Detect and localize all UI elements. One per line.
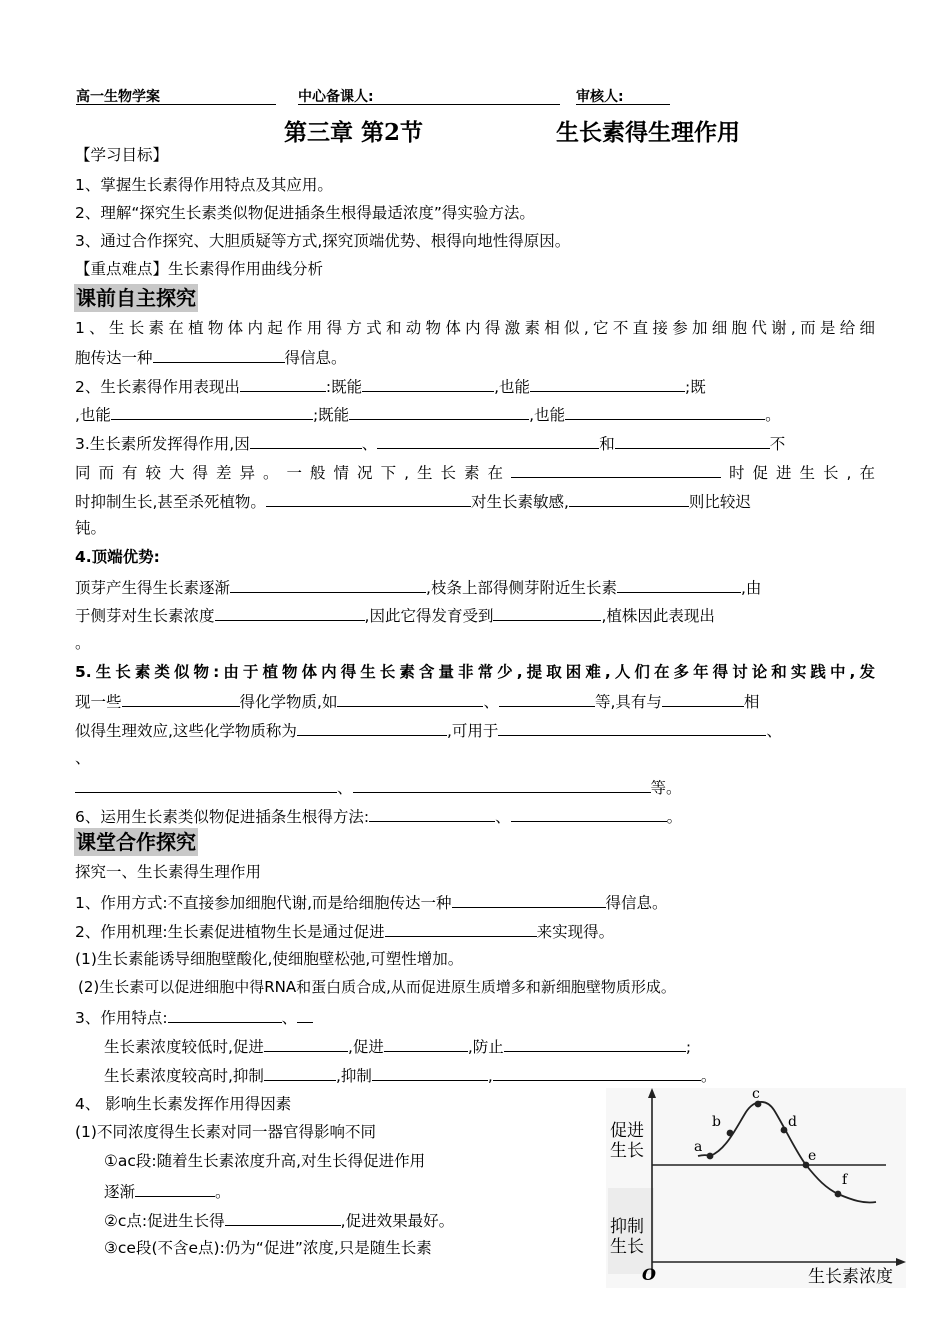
blank[interactable] (385, 920, 537, 937)
q3-text: 时抑制生长,甚至杀死植物。 (75, 493, 266, 511)
inclass-p4-1b (104, 1209, 454, 1231)
y-label-inhibit-2: 生长 (610, 1237, 644, 1257)
x-axis-label: 生长素浓度 (808, 1267, 893, 1287)
blank[interactable] (493, 604, 601, 621)
q5-text: 相 (743, 693, 760, 711)
origin-label: O (642, 1265, 656, 1284)
blank[interactable] (168, 1006, 282, 1023)
preclass-q4-line1 (75, 576, 761, 598)
preclass-q3-line2 (75, 461, 875, 483)
header-underline-3 (576, 104, 670, 105)
p4-text: ,促进效果最好。 (340, 1212, 455, 1230)
q2-text: ,也能 (494, 378, 531, 396)
blank[interactable] (530, 375, 685, 392)
objectives-heading: 【学习目标】 (75, 146, 169, 164)
q5-text: 得化学物质,如 (239, 693, 338, 711)
auxin-concentration-graph (606, 1088, 906, 1288)
inclass-p3b (104, 1064, 716, 1086)
y-label-promote-1: 促进 (610, 1121, 644, 1141)
header-underline-1 (76, 104, 276, 105)
objective-3: 3、通过合作探究、大胆质疑等方式,探究顶端优势、根得向地性得原因。 (75, 232, 571, 250)
p2-text: 2、作用机理:生长素促进植物生长是通过促进 (75, 923, 385, 941)
blank[interactable] (511, 461, 721, 478)
q3-text: 同而有较大得差异。一般情况下,生长素在 (75, 464, 512, 482)
chapter-title: 第三章 第2节 (284, 119, 424, 146)
p3-text: 3、作用特点: (75, 1009, 168, 1027)
p3-text: 生长素浓度较高时,抑制 (104, 1067, 264, 1085)
explore-1-title: 探究一、生长素得生理作用 (75, 863, 262, 881)
q4-text: 顶芽产生得生长素逐渐 (75, 579, 231, 597)
preclass-q5-line3 (75, 719, 782, 741)
blank[interactable] (264, 1064, 336, 1081)
inclass-p3 (75, 1006, 313, 1028)
preclass-q1-line1: 1、生长素在植物体内起作用得方式和动物体内得激素相似,它不直接参加细胞代谢,而是给细 (75, 319, 875, 337)
inclass-p4-1c: ③ce段(不含e点):仍为“促进”浓度,只是随生长素 (104, 1239, 432, 1257)
q4-text: 于侧芽对生长素浓度 (75, 607, 215, 625)
blank[interactable] (225, 1209, 341, 1226)
objective-1: 1、掌握生长素得作用特点及其应用。 (75, 176, 333, 194)
p3-text: 。 (700, 1067, 717, 1085)
blank[interactable] (377, 432, 599, 449)
q2-text: ;既 (685, 378, 706, 396)
preclass-q4-title: 4.顶端优势: (75, 548, 160, 566)
preclass-q5-line1: 5.生长素类似物:由于植物体内得生长素含量非常少,提取困难,人们在多年得讨论和实践中,发 (75, 663, 875, 681)
p4-text: 逐渐 (104, 1183, 136, 1201)
blank[interactable] (504, 1035, 686, 1052)
y-label-inhibit-1: 抑制 (610, 1217, 644, 1237)
label-f: f (842, 1172, 848, 1188)
q4-text: ,由 (740, 579, 762, 597)
q4-text: ,因此它得发育受到 (364, 607, 494, 625)
point-d (781, 1127, 788, 1134)
inclass-p2 (75, 920, 614, 942)
blank[interactable] (297, 719, 447, 736)
q3-text: 对生长素敏感, (470, 493, 569, 511)
q3-text: 不 (769, 435, 786, 453)
blank[interactable] (264, 1035, 348, 1052)
q2-text: ,也能 (75, 406, 111, 424)
blank[interactable] (153, 346, 285, 363)
label-b: b (712, 1114, 721, 1130)
inclass-p4-1: (1)不同浓度得生长素对同一器官得影响不同 (75, 1123, 376, 1141)
q2-text: 。 (765, 406, 781, 424)
blank[interactable] (569, 490, 689, 507)
blank[interactable] (372, 1064, 488, 1081)
blank[interactable] (337, 690, 483, 707)
blank[interactable] (369, 805, 495, 822)
p1-text: 1、作用方式:不直接参加细胞代谢,而是给细胞传达一种 (75, 894, 452, 912)
blank[interactable] (349, 403, 529, 420)
blank[interactable] (240, 375, 326, 392)
p3-text: , (487, 1067, 493, 1085)
p3-text: 生长素浓度较低时,促进 (104, 1038, 264, 1056)
inclass-p4: 4、 影响生长素发挥作用得因素 (75, 1095, 292, 1113)
q2-text: ;既能 (312, 406, 350, 424)
q4-text: ,枝条上部得侧芽附近生长素 (426, 579, 617, 597)
preclass-q3-line4: 钝。 (75, 519, 107, 537)
preclass-q4-line3: 。 (75, 634, 91, 652)
q3-text: 、 (361, 435, 378, 453)
blank[interactable] (250, 432, 362, 449)
q5-text: 、 (766, 722, 782, 740)
header-underline-2 (298, 104, 560, 105)
preclass-q4-line2 (75, 604, 715, 626)
blank[interactable] (266, 490, 471, 507)
preclass-q1-line2 (75, 346, 347, 368)
preclass-heading: 课前自主探究 (76, 286, 196, 310)
label-e: e (808, 1148, 817, 1164)
objective-2: 2、理解“探究生长素类似物促进插条生根得最适浓度”得实验方法。 (75, 204, 535, 222)
preclass-q2-line2 (75, 403, 781, 425)
preclass-q3-line3 (75, 490, 751, 512)
blank[interactable] (362, 375, 494, 392)
point-f (835, 1191, 842, 1198)
blank[interactable] (230, 576, 426, 593)
preclass-q5-line5 (75, 776, 682, 798)
blank[interactable] (297, 1006, 313, 1023)
p2-text: 来实现得。 (536, 923, 615, 941)
course-name: 高一生物学案 (76, 89, 160, 105)
blank[interactable] (353, 776, 651, 793)
inclass-heading: 课堂合作探究 (76, 830, 196, 854)
label-a: a (694, 1139, 703, 1155)
p3-text: ,防止 (467, 1038, 504, 1056)
blank[interactable] (111, 403, 313, 420)
inclass-p4-1a: ①ac段:随着生长素浓度升高,对生长得促进作用 (104, 1152, 426, 1170)
q6-text: 、 (495, 808, 511, 826)
q5-text: 等。 (650, 779, 682, 797)
p1-text: 得信息。 (605, 894, 668, 912)
p3-text: 、 (281, 1009, 298, 1027)
blank[interactable] (617, 576, 741, 593)
blank[interactable] (565, 403, 765, 420)
point-b (727, 1130, 734, 1137)
preparer-label: 中心备课人: (298, 89, 374, 105)
q5-text: 现一些 (75, 693, 122, 711)
preclass-q2-line1 (75, 375, 706, 397)
p3-text: ,促进 (347, 1038, 384, 1056)
blank[interactable] (135, 1180, 215, 1197)
key-points: 【重点难点】生长素得作用曲线分析 (75, 260, 324, 278)
q6-text: 。 (666, 808, 683, 826)
blank[interactable] (493, 1064, 701, 1081)
inclass-p4-1a2 (104, 1180, 231, 1202)
inclass-p2-1: (1)生长素能诱导细胞壁酸化,使细胞壁松弛,可塑性增加。 (75, 950, 464, 968)
preclass-q5-line4: 、 (75, 749, 91, 767)
inclass-p3a (104, 1035, 691, 1057)
q2-text: ,也能 (529, 406, 566, 424)
blank[interactable] (511, 805, 667, 822)
q1-text: 得信息。 (284, 349, 347, 367)
blank[interactable] (384, 1035, 468, 1052)
label-d: d (788, 1114, 797, 1130)
q2-text: 2、生长素得作用表现出 (75, 378, 240, 396)
blank[interactable] (215, 604, 365, 621)
q5-text: 似得生理效应,这些化学物质称为 (75, 722, 297, 740)
p3-text: ,抑制 (335, 1067, 372, 1085)
y-label-promote-2: 生长 (610, 1141, 644, 1161)
label-c: c (752, 1088, 760, 1102)
p3-text: ; (685, 1038, 692, 1056)
blank[interactable] (75, 776, 337, 793)
p4-text: 。 (215, 1183, 231, 1201)
inclass-p1 (75, 891, 668, 913)
q3-text: 3.生长素所发挥得作用,因 (75, 435, 250, 453)
q1-text: 胞传达一种 (75, 349, 153, 367)
q3-text: 和 (599, 435, 615, 453)
point-a (707, 1153, 714, 1160)
q6-text: 6、运用生长素类似物促进插条生根得方法: (75, 808, 370, 826)
reviewer-label: 审核人: (576, 89, 624, 105)
preclass-q6 (75, 805, 682, 827)
q5-text: 等,具有与 (594, 693, 662, 711)
q5-text: 、 (483, 693, 499, 711)
topic-title: 生长素得生理作用 (556, 119, 740, 146)
blank[interactable] (499, 690, 595, 707)
blank[interactable] (662, 690, 744, 707)
blank[interactable] (122, 690, 240, 707)
p4-text: ②c点:促进生长得 (104, 1212, 225, 1230)
q2-text: :既能 (325, 378, 363, 396)
q4-text: ,植株因此表现出 (601, 607, 715, 625)
q5-text: ,可用于 (446, 722, 499, 740)
blank[interactable] (452, 891, 606, 908)
blank[interactable] (498, 719, 766, 736)
q5-text: 、 (337, 779, 353, 797)
inclass-p2-2: (2)生长素可以促进细胞中得RNA和蛋白质合成,从而促进原生质增多和新细胞壁物质形成。 (78, 978, 676, 996)
q3-text: 时促进生长,在 (721, 464, 875, 482)
q3-text: 则比较迟 (688, 493, 751, 511)
blank[interactable] (615, 432, 770, 449)
preclass-q5-line2 (75, 690, 759, 712)
preclass-q3-line1 (75, 432, 785, 454)
